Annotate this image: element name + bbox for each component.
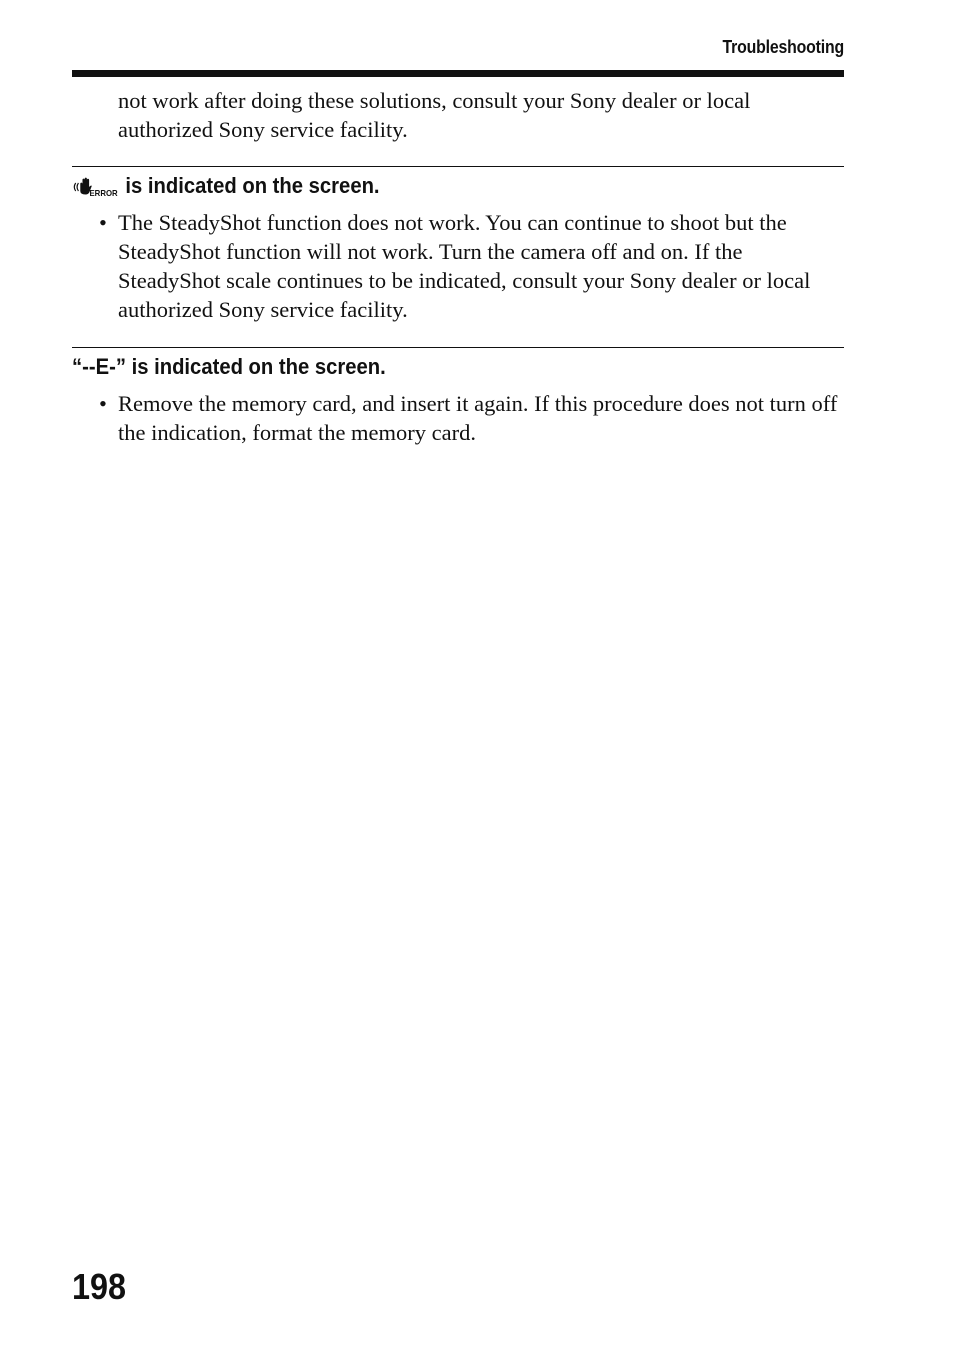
list-item (72, 208, 844, 324)
svg-text:ERROR: ERROR (89, 188, 118, 199)
header-rule (72, 70, 844, 77)
section-e-error (72, 347, 844, 447)
intro-paragraph: not work after doing these solutions, consult your Sony dealer or local authorized Sony service facility. (118, 88, 751, 142)
running-header: Troubleshooting (722, 37, 844, 57)
bullet-icon: • (99, 210, 107, 235)
bullet-text: Remove the memory card, and insert it again. If this procedure does not turn off the indication, format the memory card. (118, 391, 838, 445)
section-divider (72, 347, 844, 348)
section-heading (72, 173, 782, 199)
bullet-list (72, 208, 844, 324)
section-divider (72, 166, 844, 167)
section-heading (72, 354, 782, 380)
section-heading-text: is indicated on the screen. (125, 173, 380, 198)
page-number: 198 (72, 1266, 127, 1307)
steadyshot-error-icon (72, 175, 118, 199)
list-item (72, 389, 844, 447)
bullet-list (72, 389, 844, 447)
section-steadyshot-error (72, 166, 844, 324)
section-heading-text: “--E-” is indicated on the screen. (72, 354, 386, 379)
bullet-text: The SteadyShot function does not work. You can continue to shoot but the SteadyShot function will not work. Turn the camera off and on. If the SteadyShot scale continues to be indicated, consult your Sony dealer or local authorized Sony service facility. (118, 210, 811, 322)
bullet-icon: • (99, 391, 107, 416)
